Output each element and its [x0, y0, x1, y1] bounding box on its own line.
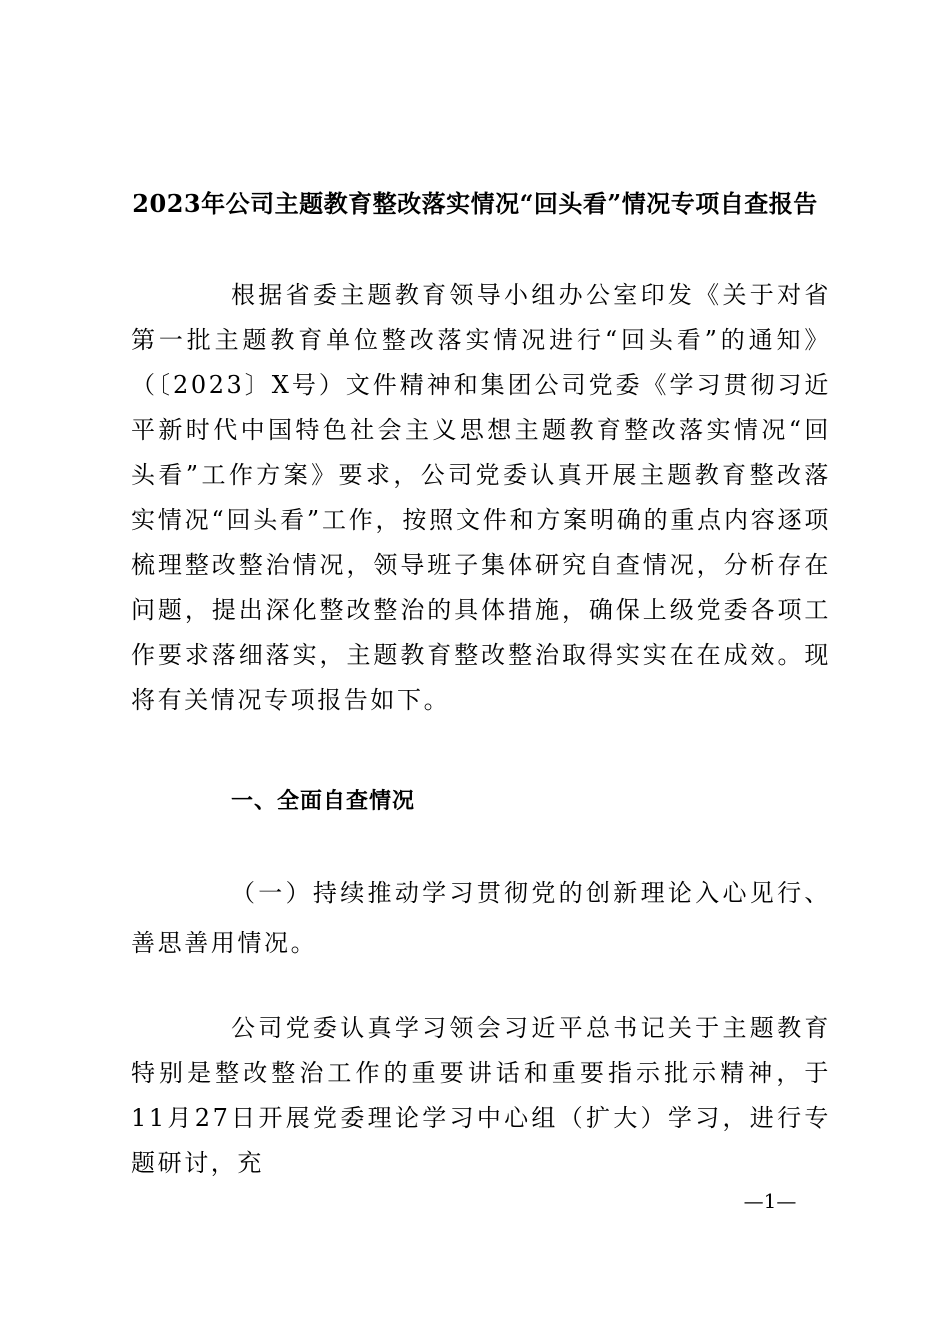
- body-paragraph: 公司党委认真学习领会习近平总书记关于主题教育特别是整改整治工作的重要讲话和重要指示批示精神，于11月27日开展党委理论学习中心组（扩大）学习，进行专题研讨，充: [131, 1014, 831, 1177]
- subsection-heading: （一）持续推动学习贯彻党的创新理论入心见行、善思善用情况。: [131, 879, 831, 957]
- body-paragraph: 根据省委主题教育领导小组办公室印发《关于对省第一批主题教育单位整改落实情况进行“回头看”的通知》（〔2023〕X号）文件精神和集团公司党委《学习贯彻习近平新时代中国特色社会主义思想主题教育整改落实情况“回头看”工作方案》要求，公司党委认真开展主题教育整改落实情况“回头看”工作，按照文件和方案明确的重点内容逐项梳理整改整治情况，领导班子集体研究自查情况，分析存在问题，提出深化整改整治的具体措施，确保上级党委各项工作要求落细落实，主题教育整改整治取得实实在在成效。现将有关情况专项报告如下。: [131, 281, 831, 714]
- page-number: —1—: [743, 1189, 797, 1213]
- section-heading: 一、全面自查情况: [231, 789, 416, 814]
- document-title: 2023年公司主题教育整改落实情况“回头看”情况专项自查报告: [132, 189, 818, 218]
